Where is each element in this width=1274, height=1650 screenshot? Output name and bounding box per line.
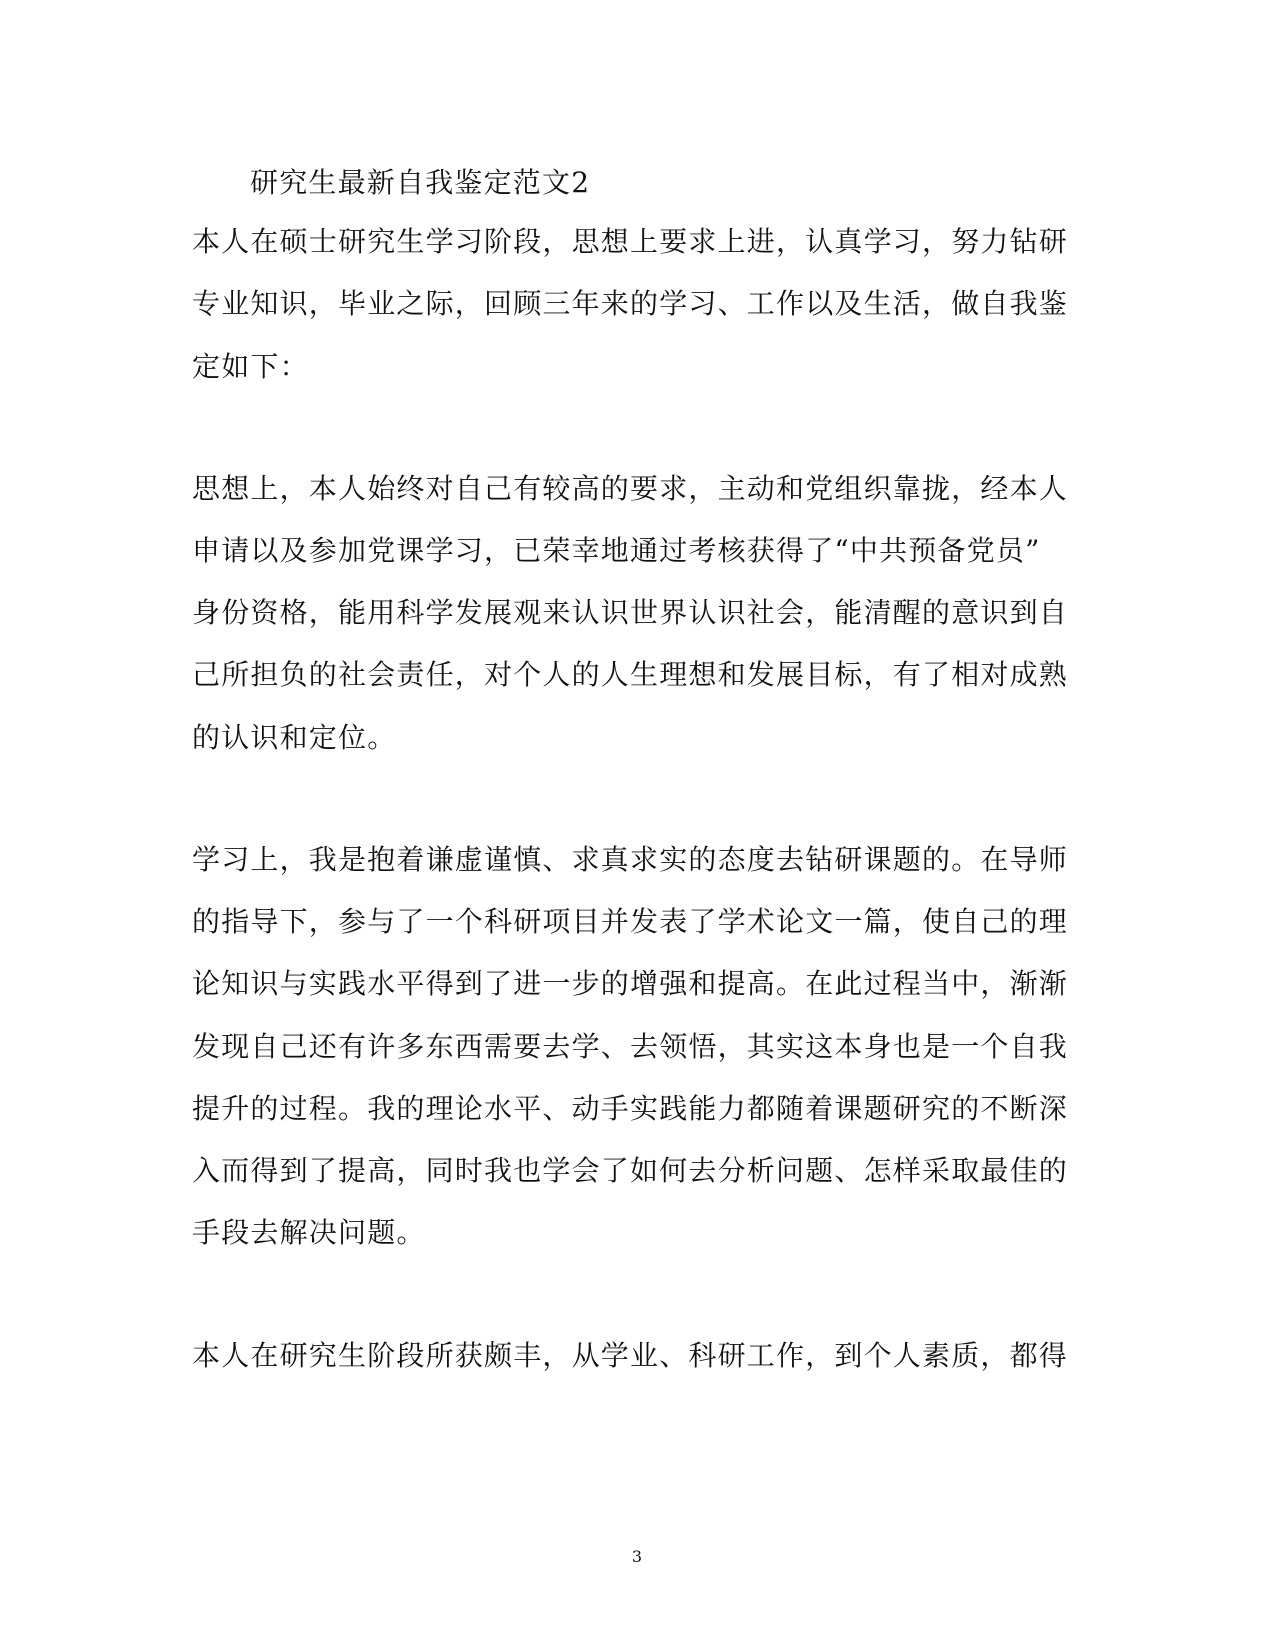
paragraph-line: 定如下： [192,350,309,383]
paragraph-line: 申请以及参加党课学习，已荣幸地通过考核获得了“中共预备党员” [192,534,1041,567]
paragraph-line: 专业知识，毕业之际，回顾三年来的学习、工作以及生活，做自我鉴 [192,287,1069,320]
paragraph-line: 本人在研究生阶段所获颇丰，从学业、科研工作，到个人素质，都得 [192,1339,1069,1372]
paragraph-line: 发现自己还有许多东西需要去学、去领悟，其实这本身也是一个自我 [192,1030,1069,1063]
paragraph-line: 思想上，本人始终对自己有较高的要求，主动和党组织靠拢，经本人 [192,472,1069,505]
page-number: 3 [631,1547,643,1566]
paragraph-line: 入而得到了提高，同时我也学会了如何去分析问题、怎样采取最佳的 [192,1154,1069,1187]
paragraph-line: 的认识和定位。 [192,721,397,754]
paragraph-line: 己所担负的社会责任，对个人的人生理想和发展目标，有了相对成熟 [192,658,1069,691]
paragraph-line: 提升的过程。我的理论水平、动手实践能力都随着课题研究的不断深 [192,1092,1069,1125]
document-title: 研究生最新自我鉴定范文2 [250,166,591,199]
paragraph-line: 身份资格，能用科学发展观来认识世界认识社会，能清醒的意识到自 [192,596,1069,629]
paragraph-line: 本人在硕士研究生学习阶段，思想上要求上进，认真学习，努力钻研 [192,225,1069,258]
paragraph-line: 学习上，我是抱着谦虚谨慎、求真求实的态度去钻研课题的。在导师 [192,843,1069,876]
paragraph-line: 论知识与实践水平得到了进一步的增强和提高。在此过程当中，渐渐 [192,967,1069,1000]
paragraph-line: 手段去解决问题。 [192,1216,426,1249]
paragraph-line: 的指导下，参与了一个科研项目并发表了学术论文一篇，使自己的理 [192,905,1069,938]
